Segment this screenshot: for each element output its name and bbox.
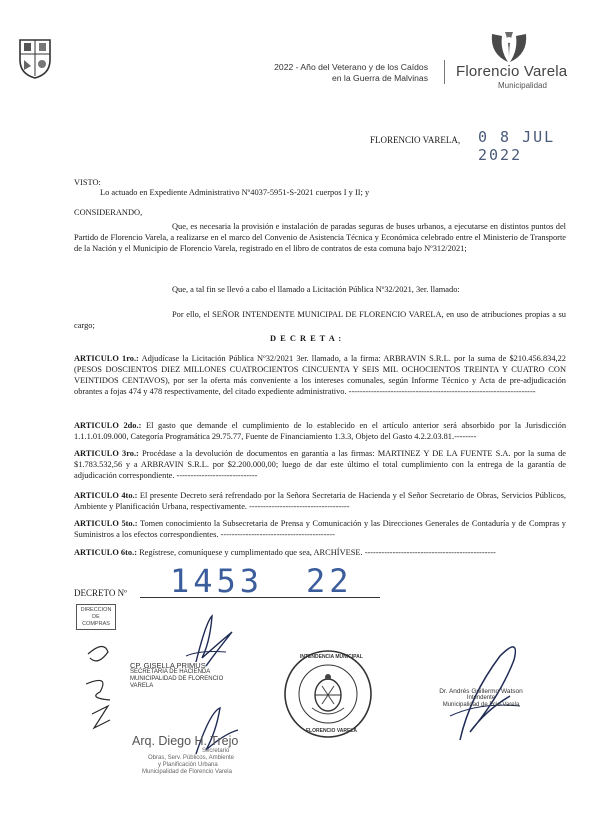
obras-role-2: Obras, Serv. Públicos, Ambiente [148, 755, 234, 761]
date-place: FLORENCIO VARELA, [370, 135, 461, 145]
header-motto [200, 62, 428, 83]
brand-logo-icon [488, 30, 530, 64]
article-5 [74, 518, 566, 540]
article-3-text: Procédase a la devolución de documentos en garantía a las firmas: MARTINEZ Y DE LA FUENTE S.A. por la suma de $1.783.532,56 y a ARBRAVIN S.R.L. por $2.200.000,00; luego de dar este último el total cumplimiento con la entrega de la garantía de adjudicación correspondiente. ----------------------------- [74, 449, 567, 480]
motto-line-2: en la Guerra de Malvinas [331, 72, 428, 83]
municipal-crest-icon [18, 36, 52, 80]
compras-stamp-line-1: DIRECCION [80, 607, 112, 613]
date-stamp: 0 8 JUL 2022 [478, 128, 556, 164]
article-6-label: ARTICULO 6to.: [74, 548, 137, 557]
visto-text: Lo actuado en Expediente Administrativo Nº4037-5951-S-2021 cuerpos I y II; y [100, 188, 370, 197]
compras-stamp-line-3: COMPRAS [82, 621, 110, 627]
decreto-label: DECRETO Nº [74, 588, 127, 598]
article-6-text: Regístrese, comuníquese y cumplimentado que sea, ARCHÍVESE. ----------------------------------------------- [139, 548, 496, 557]
decreto-number: 1453 [170, 562, 264, 600]
hacienda-role: SECRETARIA DE HACIENDA [130, 669, 211, 675]
brand-name: Florencio Varela [456, 63, 568, 80]
article-4-label: ARTICULO 4to.: [74, 491, 138, 500]
article-1 [74, 353, 566, 397]
intendente-role: Intendente [466, 695, 496, 701]
hacienda-org: MUNICIPALIDAD DE FLORENCIO VARELA [130, 676, 224, 689]
article-1-label: ARTICULO 1ro.: [74, 354, 139, 363]
motto-line-1: 2022 - Año del Veterano y de los Caídos [274, 62, 428, 72]
obras-role-3: y Planificación Urbana [158, 762, 218, 768]
seal-text-bottom: FLORENCIO VARELA [306, 728, 358, 734]
municipal-seal-icon [282, 648, 374, 740]
signature-hacienda-block [130, 662, 240, 690]
seal-text-top: INTENDENCIA MUNICIPAL [300, 654, 363, 660]
article-2-text: El gasto que demande el cumplimiento de lo establecido en el artículo anterior será absorbido por la Jurisdicción 1.1.1.01.09.000, Categoría Programática 29.75.77, Fuente de Financiamiento 1.3.3, Objeto del Gasto 4.2.2.03.81.-------- [74, 421, 567, 441]
signature-hacienda-icon [176, 612, 246, 668]
obras-org: Municipalidad de Florencio Varela [142, 769, 232, 775]
article-4 [74, 490, 566, 512]
initials-mark-icon [80, 636, 120, 736]
brand-subtitle: Municipalidad [498, 81, 547, 90]
compras-stamp-line-2: DE [92, 614, 100, 620]
considerando-paragraph-2: Que, a tal fin se llevó a cabo el llamado a Licitación Pública Nº32/2021, 3er. llamado: [172, 285, 460, 294]
considerando-paragraph-1: Que, es necesaria la provisión e instalación de paradas seguras de buses urbanos, a ejecutarse en distintos puntos del Partido de Florencio Varela, a realizarse en el marco del Convenio de Asistencia Técnica y Económica celebrado entre el Ministerio de Transporte de la Nación y el Municipio de Florencio Varela, registrado en el libro de contratos de esta comuna bajo Nº312/2021; [74, 222, 566, 253]
article-2 [74, 420, 566, 442]
article-5-text: Tomen conocimiento la Subsecretaria de Prensa y Comunicación y las Direcciones Generales de Contaduría y de Compras y Suministros a los efectos correspondientes. ----------------------------------------- [74, 519, 566, 539]
intendente-name: Dr. Andrés Guillermo Watson [439, 688, 523, 695]
article-3 [74, 448, 566, 481]
article-5-label: ARTICULO 5to.: [74, 519, 138, 528]
article-3-label: ARTICULO 3ro.: [74, 449, 139, 458]
considerando-paragraph-3: Por ello, el SEÑOR INTENDENTE MUNICIPAL DE FLORENCIO VARELA, en uso de atribuciones propias a su cargo; [74, 310, 566, 330]
obras-role-1: Secretario [202, 748, 230, 754]
compras-stamp [76, 604, 116, 630]
hacienda-name: CP. GISELLA PRIMUS [130, 661, 206, 670]
article-1-text: Adjudícase la Licitación Pública Nº32/2021 3er. llamado, a la firma: ARBRAVIN S.R.L. por la suma de $210.456.834,22 (PESOS DOSCIENTOS DIEZ MILLONES CUATROCIENTOS CINCUENTA Y SEIS MIL OCHOCIENTOS TREINTA Y CUATRO CON VEINTIDOS CENTAVOS), por ser la oferta más conveniente a los intereses comunales, según Informe Técnico y Acta de pre-adjudicación obrantes a fojas 474 y 478 respectivamente, del citado expediente administrativo. ------------------------------------------------------------------- [74, 354, 566, 396]
intendente-org: Municipalidad de Fcio.Varela [442, 702, 520, 708]
decreta-heading: D E C R E T A : [270, 334, 343, 343]
obras-name: Arq. Diego H. Trejo [132, 734, 239, 748]
article-4-text: El presente Decreto será refrendado por la Señora Secretaria de Hacienda y el Señor Secretario de Obras, Servicios Públicos, Ambiente y Planificación Urbana, respectivamente. ------------------------------------ [74, 491, 566, 511]
signature-obras-block [132, 734, 272, 776]
decreto-year: 22 [306, 562, 353, 600]
visto-heading: VISTO: [74, 178, 101, 187]
considerando-heading: CONSIDERANDO, [74, 208, 143, 217]
header-divider [444, 60, 445, 84]
article-6 [74, 547, 566, 558]
article-2-label: ARTICULO 2do.: [74, 421, 142, 430]
signature-intendente-block [406, 688, 556, 709]
